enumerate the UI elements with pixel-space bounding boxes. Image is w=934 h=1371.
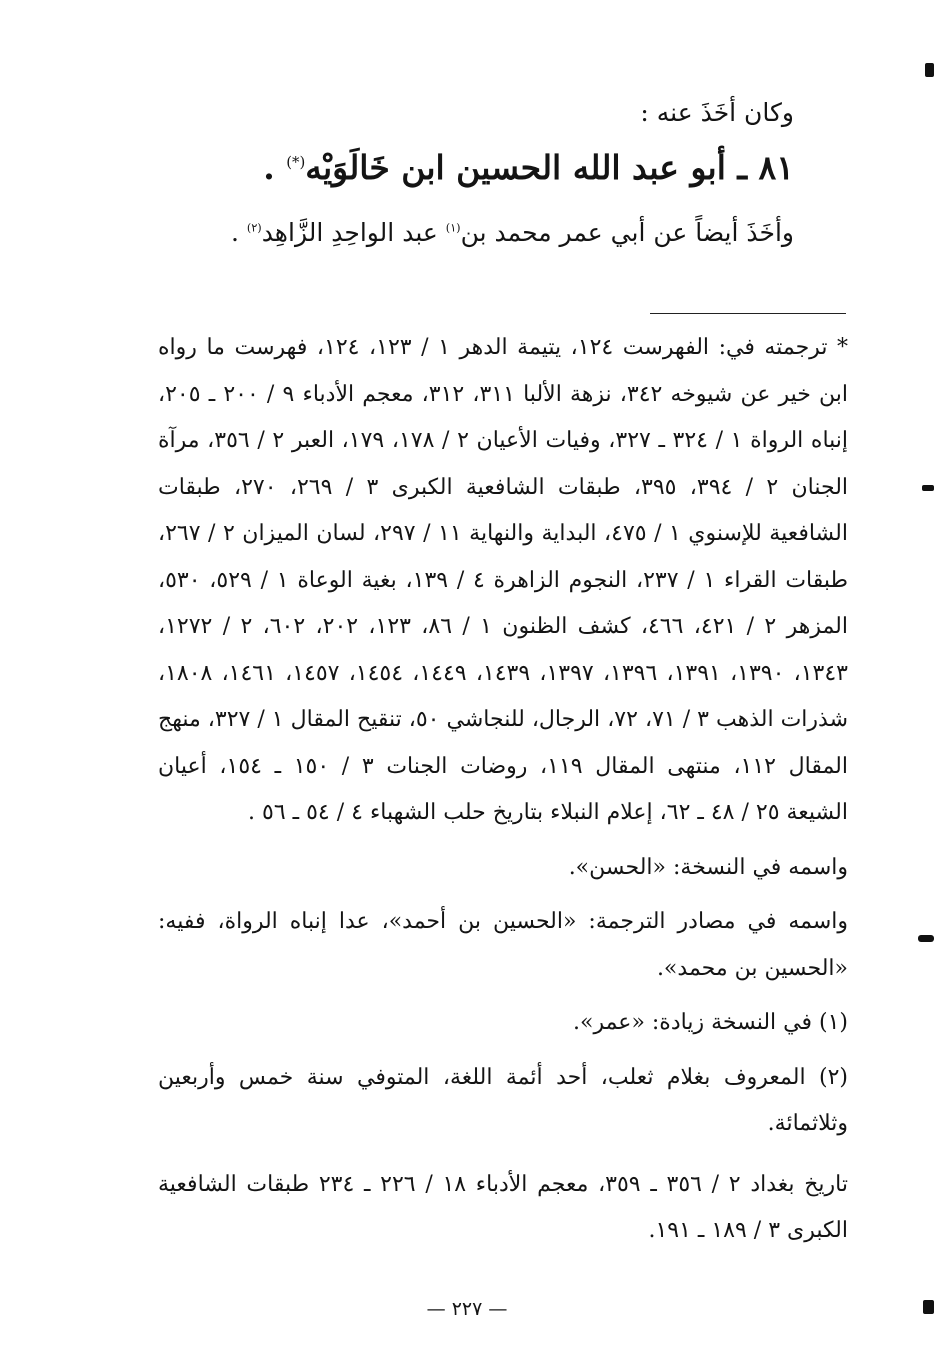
footnote-2-references: تاريخ بغداد ٢ / ٣٥٦ ـ ٣٥٩، معجم الأدباء ١٨ / ٢٢٦ ـ ٢٣٤ طبقات الشافعية الكبرى ٣ / ١٨٩ ـ ١٩١. [158, 1171, 848, 1243]
entry-heading [263, 148, 794, 187]
footnote-star: * ترجمته في: الفهرست ١٢٤، يتيمة الدهر ١ / ١٢٣، ١٢٤، فهرست ما رواه ابن خير عن شيوخه ٣٤٢، نزهة الألبا ٣١١، ٣١٢، معجم الأدباء ٩ / ٢٠٠ ـ ٢٠٥، إنباه الرواة ١ / ٣٢٤ ـ ٣٢٧، وفيات الأعيان ٢ / ١٧٨، ١٧٩، العبر ٢ / ٣٥٦، مرآة الجنان ٢ / ٣٩٤، ٣٩٥، طبقات الشافعية الكبرى ٣ / ٢٦٩، ٢٧٠، طبقات الشافعية للإسنوي ١ / ٤٧٥، البداية والنهاية ١١ / ٢٩٧، لسان الميزان ٢ / ٢٦٧، طبقات القراء ١ / ٢٣٧، النجوم الزاهرة ٤ / ١٣٩، بغية الوعاة ١ / ٥٢٩، ٥٣٠، المزهر ٢ / ٤٢١، ٤٦٦، كشف الظنون ١ / ٨٦، ١٢٣، ٢٠٢، ٦٠٢، ٢ / ١٢٧٢، ١٣٤٣، ١٣٩٠، ١٣٩١، ١٣٩٦، ١٣٩٧، ١٤٣٩، ١٤٤٩، ١٤٥٤، ١٤٥٧، ١٤٦١، ١٨٠٨، شذرات الذهب ٣ / ٧١، ٧٢، الرجال، للنجاشي ٥٠، تنقيح المقال ١ / ٣٢٧، منهج المقال ١١٢، منتهى المقال ١١٩، روضات الجنات ٣ / ١٥٠ ـ ١٥٤، أعيان الشيعة ٢٥ / ٤٨ ـ ٦٢، إعلام النبلاء بتاريخ حلب الشهباء ٤ / ٥٤ ـ ٥٦ . [158, 335, 849, 825]
body-text-part2: عبد الواحِدِ الزَّاهِد [261, 218, 446, 247]
entry-body-line [231, 218, 794, 247]
heading-footnote-marker: (*) [286, 153, 306, 171]
footnote-name-copy: واسمه في النسخة: «الحسن». [568, 854, 848, 880]
footnote-name-sources: واسمه في مصادر الترجمة: «الحسين بن أحمد»، عدا إنباه الرواة، ففيه: «الحسين بن محمد». [158, 909, 848, 981]
scan-edge-mark [922, 485, 934, 491]
footnote-marker-2: (٢) [246, 221, 262, 235]
footnote-2: (٢) المعروف بغلام ثعلب، أحد أئمة اللغة، المتوفي سنة خمس وأربعين وثلاثمائة. [158, 1064, 848, 1136]
entry-heading-text: ٨١ ـ أبو عبد الله الحسين ابن خَالَوَيْه [305, 148, 794, 187]
scan-edge-mark [925, 63, 934, 77]
footnote-separator [650, 313, 846, 314]
page-number: — ٢٢٧ — [426, 1298, 508, 1320]
footnote-marker-1: (١) [445, 221, 461, 235]
body-text-end: . [230, 218, 247, 247]
heading-end: . [263, 148, 287, 187]
intro-line: وكان أخَذَ عنه : [640, 98, 794, 127]
footnotes [158, 325, 848, 1255]
body-text-part1: وأخَذَ أيضاً عن أبي عمر محمد بن [460, 218, 794, 247]
footnote-1: (١) في النسخة زيادة: «عمر». [573, 1010, 848, 1035]
scan-edge-mark [918, 935, 934, 942]
scan-edge-mark [923, 1300, 934, 1314]
